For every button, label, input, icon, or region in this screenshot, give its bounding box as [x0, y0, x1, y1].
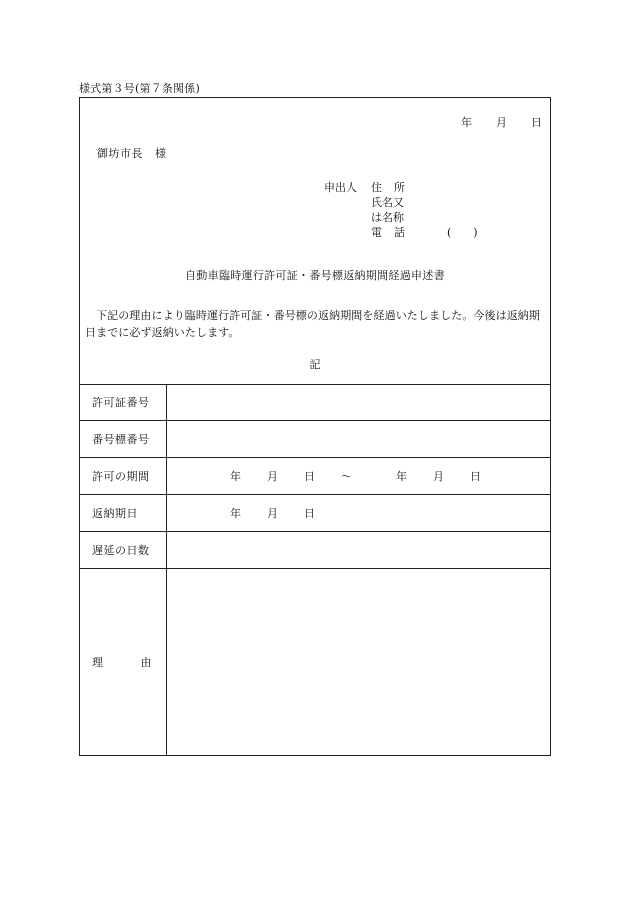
period-end-day: 日	[470, 470, 481, 483]
reason-label-a: 理	[92, 656, 104, 669]
form-header	[80, 98, 550, 385]
plate-number-field[interactable]	[167, 421, 550, 457]
period-start-month: 月	[267, 470, 278, 483]
return-date-label: 返納期日	[80, 495, 167, 531]
phone-label-b: 話	[394, 226, 405, 239]
applicant-label: 申出人	[324, 181, 357, 194]
address-field	[371, 180, 511, 195]
document-title: 自動車臨時運行許可証・番号標返納期間経過申述書	[185, 269, 445, 282]
addressee	[97, 145, 167, 161]
period-start-year: 年	[230, 470, 241, 483]
date-day: 日	[531, 116, 542, 129]
table-row-delay-days	[80, 532, 550, 569]
return-year: 年	[230, 507, 241, 520]
ki-marker: 記	[309, 358, 321, 371]
table-row-plate-number	[80, 421, 550, 458]
name-field-line-1: 氏名又	[371, 196, 404, 209]
statement-text: 下記の理由により臨時運行許可証・番号標の返納期間を経過いたしました。今後は返納期日までに必ず返納いたします。	[85, 309, 540, 339]
name-field-line-2: は名称	[371, 211, 404, 224]
form-frame	[79, 97, 551, 756]
table-row-reason	[80, 569, 550, 755]
phone-field	[371, 225, 511, 240]
table-row-return-date	[80, 495, 550, 532]
date-year: 年	[461, 116, 472, 129]
phone-label-a: 電	[371, 226, 382, 239]
period-end-year: 年	[396, 470, 407, 483]
phone-paren: ( )	[447, 226, 478, 239]
plate-number-label: 番号標番号	[80, 421, 167, 457]
details-table	[80, 384, 550, 755]
return-date-field[interactable]	[167, 495, 550, 531]
address-label-a: 住	[371, 181, 382, 194]
period-label: 許可の期間	[80, 458, 167, 494]
period-tilde: ～	[341, 470, 352, 483]
reason-label	[80, 569, 167, 755]
reason-label-b: 由	[140, 656, 152, 669]
return-day: 日	[304, 507, 315, 520]
submission-date	[461, 114, 542, 130]
permit-number-label: 許可証番号	[80, 384, 167, 420]
address-label-b: 所	[394, 181, 405, 194]
table-row-permit-number	[80, 384, 550, 421]
table-row-period	[80, 458, 550, 495]
form-number: 様式第３号(第７条関係)	[79, 82, 200, 95]
period-end-month: 月	[433, 470, 444, 483]
date-month: 月	[496, 116, 507, 129]
addressee-name: 御坊市長	[97, 147, 143, 160]
permit-number-field[interactable]	[167, 384, 550, 420]
addressee-honorific: 様	[155, 147, 167, 160]
delay-days-field[interactable]	[167, 532, 550, 568]
return-month: 月	[267, 507, 278, 520]
delay-days-label: 遅延の日数	[80, 532, 167, 568]
period-field[interactable]	[167, 458, 550, 494]
reason-field[interactable]	[167, 569, 550, 755]
period-start-day: 日	[304, 470, 315, 483]
